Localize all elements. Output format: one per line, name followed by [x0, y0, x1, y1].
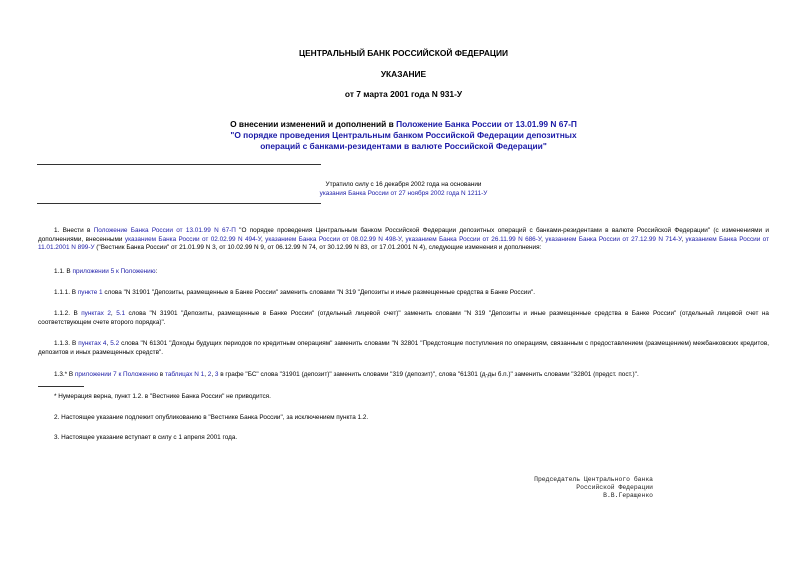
- status-block: [250, 181, 557, 198]
- document-type: УКАЗАНИЕ: [380, 69, 427, 79]
- title-line-1: [0, 119, 807, 130]
- paragraph-1-1-2: 1.1.2. В пунктах 2, 5.1 слова "N 31901 "Депозиты, размещенные в Банке России" (отдельный лицевой счет)" заменить словами "N 319 "Депозиты и иные размещенные средства в Банке России" (отдельный лицевой счет на соответствующем счете второго порядка)".: [38, 310, 769, 326]
- link-table-3[interactable]: 3: [214, 371, 219, 378]
- link-point-1[interactable]: пункте 1: [77, 289, 103, 296]
- link-point-5-2[interactable]: 5.2: [110, 340, 120, 347]
- paragraph-1-1-3: 1.1.3. В пунктах 4, 5.2 слова "N 61301 "Доходы будущих периодов по кредитным операциям" заменить словами "N 32801 "Предстоящие поступления по операциям, связанным с предоставлением (размещением) межбанковских кредитов, депозитов и иных размещенных средств".: [38, 340, 769, 356]
- paragraph-1: 1. Внести в Положение Банка России от 13.01.99 N 67-П "О порядке проведения Центральным банком Российской Федерации депозитных операций с банками-резидентами в валюте Российской Федерации" (с изменениями и дополнениями, внесенными указанием Банка России от 02.02.99 N 494-У, указанием Банка России от 08.02.99 N 498-У, указанием Банка России от 26.11.99 N 686-У, указанием Банка России от 27.12.99 N 714-У, указанием Банка России от 11.01.2001 N 899-У ("Вестник Банка России" от 21.01.99 N 3, от 10.02.99 N 9, от 06.12.99 N 74, от 30.12.99 N 83, от 17.01.2001 N 4), следующие изменения и дополнения:: [38, 227, 769, 252]
- status-link[interactable]: указания Банка России от 27 ноября 2002 года N 1211-У: [319, 189, 488, 197]
- paragraph-1-1: 1.1. В приложении 5 к Положению:: [54, 268, 158, 275]
- link-ukaz-899u[interactable]: указанием Банка России от 11.01.2001 N 899-У: [38, 235, 769, 252]
- link-point-5-1[interactable]: 5.1: [116, 310, 126, 317]
- link-ukaz-498u[interactable]: указанием Банка России от 08.02.99 N 498-У: [265, 235, 402, 243]
- paragraph-1-1-1: 1.1.1. В пункте 1 слова "N 31901 "Депозиты, размещенные в Банке России" заменить словами "N 319 "Депозиты и иные размещенные средства в Банке России".: [54, 289, 535, 296]
- link-table-1[interactable]: таблицах N 1: [164, 371, 205, 378]
- status-divider: [37, 203, 321, 204]
- link-appendix-5[interactable]: приложении 5 к Положению: [72, 268, 156, 275]
- title-line-3[interactable]: операций с банками-резидентами в валюте Российской Федерации": [260, 141, 547, 151]
- paragraph-3: 3. Настоящее указание вступает в силу с 1 апреля 2001 года.: [54, 434, 238, 441]
- document-title: [0, 119, 807, 152]
- org-name: ЦЕНТРАЛЬНЫЙ БАНК РОССИЙСКОЙ ФЕДЕРАЦИИ: [298, 48, 509, 58]
- signature-organization: Российской Федерации: [576, 484, 653, 491]
- title-line-2[interactable]: "О порядке проведения Центральным банком Российской Федерации депозитных: [230, 130, 577, 140]
- signature-block: [440, 476, 653, 500]
- paragraph-1-3: 1.3.* В приложении 7 к Положению в таблицах N 1, 2, 3 в графе "БС" слова "31901 (депозит)" заменить словами "319 (депозит)", слова "61301 (д-ды б.п.)" заменить словами "32801 (предст. пост.)".: [54, 371, 639, 378]
- paragraph-2: 2. Настоящее указание подлежит опубликованию в "Вестнике Банка России", за исключением пункта 1.2.: [54, 414, 369, 421]
- signature-position: Председатель Центрального банка: [534, 476, 653, 483]
- status-text: Утратило силу с 16 декабря 2002 года на основании: [325, 181, 482, 188]
- footnote-divider: [38, 386, 84, 387]
- link-table-2[interactable]: 2: [207, 371, 212, 378]
- title-link-regulation[interactable]: Положение Банка России от 13.01.99 N 67-П: [396, 119, 577, 129]
- document-date-number: от 7 марта 2001 года N 931-У: [344, 89, 463, 99]
- link-regulation-67p[interactable]: Положение Банка России от 13.01.99 N 67-П: [93, 227, 236, 234]
- link-appendix-7[interactable]: приложении 7 к Положению: [74, 371, 159, 378]
- signature-name: В.В.Геращенко: [603, 492, 653, 499]
- link-ukaz-714u[interactable]: указанием Банка России от 27.12.99 N 714-У: [545, 235, 682, 243]
- footnote: * Нумерация верна, пункт 1.2. в "Вестнике Банка России" не приводится.: [54, 393, 271, 400]
- link-points-4[interactable]: пунктах 4: [78, 340, 107, 347]
- title-prefix: О внесении изменений и дополнений в: [230, 119, 397, 129]
- link-ukaz-686u[interactable]: указанием Банка России от 26.11.99 N 686-У: [405, 235, 542, 243]
- link-ukaz-494u[interactable]: указанием Банка России от 02.02.99 N 494-У: [124, 235, 261, 243]
- title-divider: [37, 164, 321, 165]
- link-points-2[interactable]: пунктах 2: [81, 310, 111, 317]
